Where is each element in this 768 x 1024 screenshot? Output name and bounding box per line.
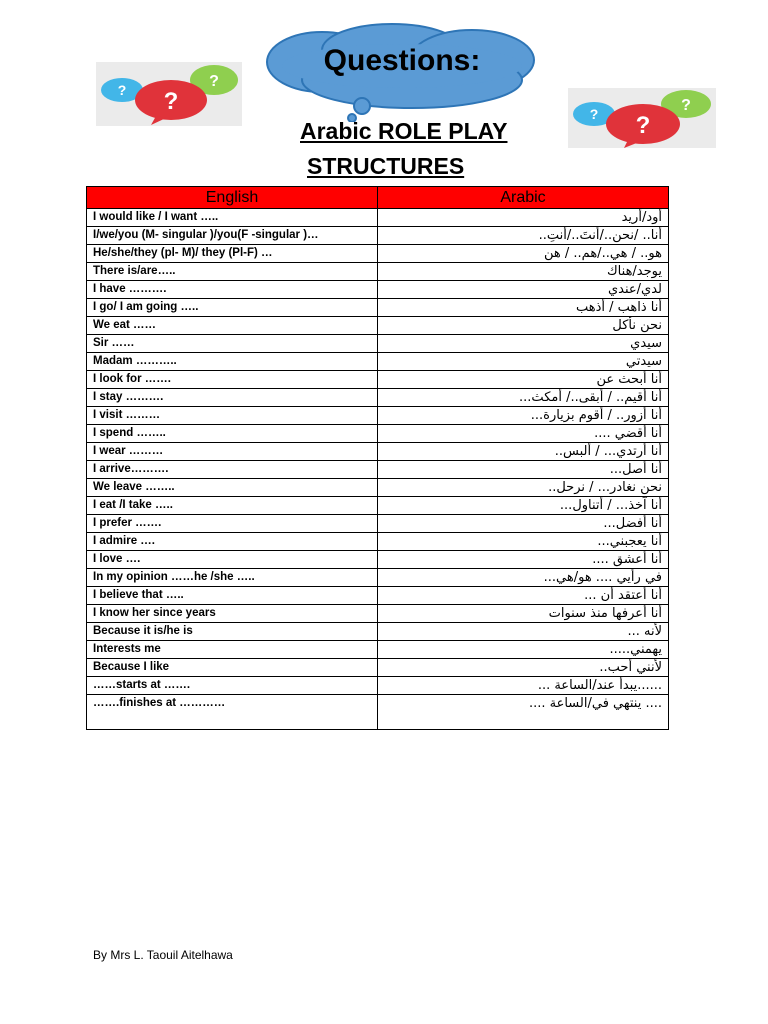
english-cell: He/she/they (pl- M)/ they (Pl-F) … <box>87 245 378 263</box>
table-row <box>87 317 669 335</box>
english-cell: I spend …….. <box>87 425 378 443</box>
english-cell: We eat …… <box>87 317 378 335</box>
english-cell: I stay ………. <box>87 389 378 407</box>
table-row <box>87 605 669 623</box>
table-row <box>87 677 669 695</box>
arabic-cell: أنا أصل... <box>378 461 669 479</box>
table-row <box>87 569 669 587</box>
english-cell: I have ………. <box>87 281 378 299</box>
author-credit: By Mrs L. Taouil Aitelhawa <box>93 948 233 962</box>
arabic-cell: يهمني..... <box>378 641 669 659</box>
table-row <box>87 209 669 227</box>
english-cell: In my opinion ……he /she ….. <box>87 569 378 587</box>
arabic-cell: أنا أعرفها منذ سنوات <box>378 605 669 623</box>
english-cell: I eat /I take ….. <box>87 497 378 515</box>
table-row <box>87 335 669 353</box>
english-cell: …….finishes at ………… <box>87 695 378 730</box>
english-cell: I visit ……… <box>87 407 378 425</box>
english-cell: I prefer ……. <box>87 515 378 533</box>
table-row <box>87 587 669 605</box>
english-cell: I would like / I want ….. <box>87 209 378 227</box>
arabic-cell: أنا أزور.. / أقوم بزيارة... <box>378 407 669 425</box>
table-row <box>87 623 669 641</box>
arabic-cell: أنا.. /نحن../أنتَ../أنتِ.. <box>378 227 669 245</box>
table-row <box>87 515 669 533</box>
english-cell: I love …. <box>87 551 378 569</box>
table-row <box>87 425 669 443</box>
speech-bubbles-question-icon-left <box>96 62 242 126</box>
svg-text:?: ? <box>209 73 219 90</box>
arabic-cell: أنا أبحث عن <box>378 371 669 389</box>
table-row <box>87 281 669 299</box>
english-cell: I go/ I am going ….. <box>87 299 378 317</box>
arabic-cell: أنا أعشق .... <box>378 551 669 569</box>
table-row <box>87 407 669 425</box>
english-cell: ……starts at ……. <box>87 677 378 695</box>
arabic-cell: لأنني أحب.. <box>378 659 669 677</box>
page-title-line2: STRUCTURES <box>307 153 465 179</box>
arabic-cell: أود/أريد <box>378 209 669 227</box>
svg-text:?: ? <box>589 106 599 122</box>
table-row <box>87 245 669 263</box>
table-row <box>87 299 669 317</box>
arabic-cell: سيدتي <box>378 353 669 371</box>
arabic-cell: .... ينتهي في/الساعة .... <box>378 695 669 730</box>
arabic-cell: في رأيي .... هو/هي... <box>378 569 669 587</box>
table-row <box>87 533 669 551</box>
arabic-cell: أنا يعجبني... <box>378 533 669 551</box>
speech-bubbles-question-icon-right <box>568 88 716 148</box>
english-cell: I believe that ….. <box>87 587 378 605</box>
table-row <box>87 263 669 281</box>
table-row <box>87 641 669 659</box>
table-row <box>87 443 669 461</box>
arabic-cell: أنا أرتدي... / ألبس.. <box>378 443 669 461</box>
structures-table <box>86 186 669 730</box>
english-cell: Because it is/he is <box>87 623 378 641</box>
table-row <box>87 497 669 515</box>
table-header-row <box>87 187 669 209</box>
english-cell: Interests me <box>87 641 378 659</box>
english-cell: I wear ……… <box>87 443 378 461</box>
arabic-cell: أنا ذاهب / أذهب <box>378 299 669 317</box>
arabic-cell: هو.. / هي../هم.. / هن <box>378 245 669 263</box>
arabic-cell: أنا أعتقد أن ... <box>378 587 669 605</box>
arabic-cell: أنا أقضي .... <box>378 425 669 443</box>
english-cell: Madam ……….. <box>87 353 378 371</box>
arabic-cell: ......يبدأ عند/الساعة ... <box>378 677 669 695</box>
table-row <box>87 227 669 245</box>
arabic-cell: نحن نأكل <box>378 317 669 335</box>
column-header-english: English <box>87 187 378 209</box>
table-row <box>87 659 669 677</box>
english-cell: Because I like <box>87 659 378 677</box>
english-cell: We leave …….. <box>87 479 378 497</box>
table-row <box>87 353 669 371</box>
column-header-arabic: Arabic <box>378 187 669 209</box>
english-cell: I look for ……. <box>87 371 378 389</box>
arabic-cell: سيدي <box>378 335 669 353</box>
svg-text:?: ? <box>117 82 127 98</box>
table-row <box>87 371 669 389</box>
english-cell: I admire …. <box>87 533 378 551</box>
table-row <box>87 389 669 407</box>
svg-text:?: ? <box>635 112 651 139</box>
arabic-cell: يوجد/هناك <box>378 263 669 281</box>
english-cell: There is/are….. <box>87 263 378 281</box>
english-cell: I arrive………. <box>87 461 378 479</box>
english-cell: I know her since years <box>87 605 378 623</box>
arabic-cell: لدي/عندي <box>378 281 669 299</box>
table-row <box>87 695 669 730</box>
page-title-line1: Arabic ROLE PLAY <box>300 118 508 144</box>
arabic-cell: أنا آخذ... / أتناول... <box>378 497 669 515</box>
table-row <box>87 479 669 497</box>
arabic-cell: أنا أفضل... <box>378 515 669 533</box>
arabic-cell: لأنه ... <box>378 623 669 641</box>
table-row <box>87 551 669 569</box>
english-cell: I/we/you (M- singular )/you(F -singular )… <box>87 227 378 245</box>
cloud-title: Questions: <box>323 44 481 77</box>
english-cell: Sir …… <box>87 335 378 353</box>
arabic-cell: أنا أقيم.. / أبقى../ أمكث... <box>378 389 669 407</box>
arabic-cell: نحن نغادر... / نرحل.. <box>378 479 669 497</box>
table-row <box>87 461 669 479</box>
svg-text:?: ? <box>681 97 691 114</box>
svg-text:?: ? <box>163 88 179 115</box>
